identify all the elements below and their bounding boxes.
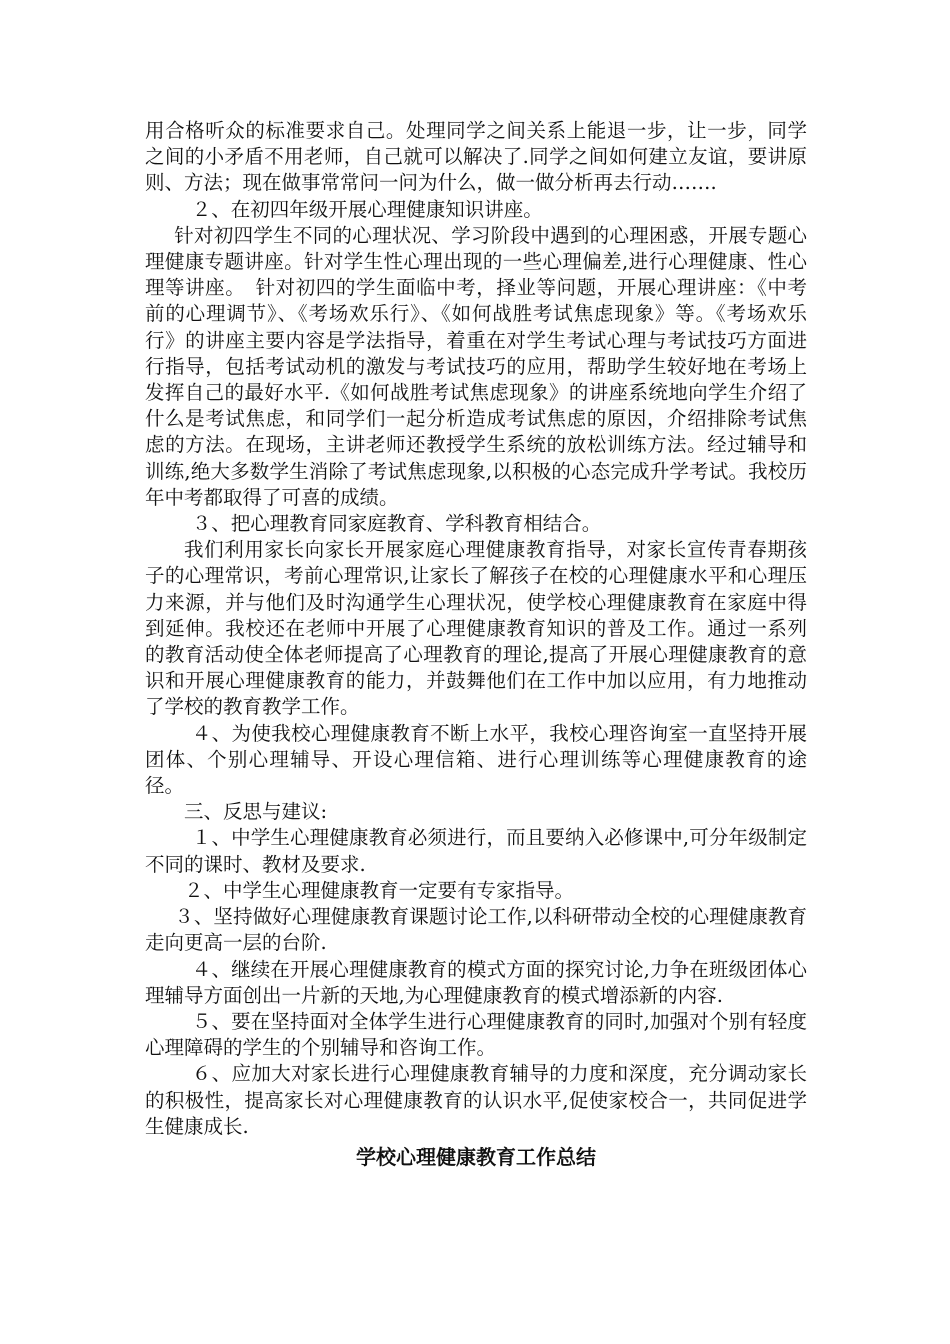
document-title: 学校心理健康教育工作总结 (356, 1144, 596, 1169)
paragraph-item-2-body: 针对初四学生不同的心理状况、学习阶段中遇到的心理困惑，开展专题心理健康专题讲座。针对学生性心理出现的一些心理偏差,进行心理健康、性心理等讲座。 针对初四的学生面临中考，择业等问题，开展心理讲座：《中考前的心理调节》、《考场欢乐行》、《如何战胜考试焦虑现象》等。《考场欢乐行》的讲座主要内容是学法指导，着重在对学生考试心理与考试技巧方面进行指导，包括考试动机的激发与考试技巧的应用，帮助学生较好地在考场上发挥自己的最好水平.《如何战胜考试焦虑现象》的讲座系统地向学生介绍了什么是考试焦虑，和同学们一起分析造成考试焦虑的原因，介绍排除考试焦虑的方法。在现场，主讲老师还教授学生系统的放松训练方法。经过辅导和训练,绝大多数学生消除了考试焦虑现象,以积极的心态完成升学考试。我校历年中考都取得了可喜的成绩。 (145, 223, 807, 509)
paragraph-continuation: 用合格听众的标准要求自己。处理同学之间关系上能退一步，让一步，同学之间的小矛盾不用老师，自己就可以解决了.同学之间如何建立友谊，要讲原则、方法；现在做事常常问一问为什么，做一做分析再去行动……. (145, 119, 807, 195)
section-heading-reflection: 三、反思与建议: (184, 800, 328, 824)
suggestion-item-2: ２、中学生心理健康教育一定要有专家指导。 (184, 878, 575, 902)
suggestion-item-5: ５、要在坚持面对全体学生进行心理健康教育的同时,加强对个别有轻度心理障碍的学生的个别辅导和咨询工作。 (145, 1009, 807, 1060)
suggestion-item-1: １、中学生心理健康教育必须进行，而且要纳入必修课中,可分年级制定不同的课时、教材及要求. (145, 826, 807, 876)
paragraph-item-2-heading: ２、在初四年级开展心理健康知识讲座。 (191, 197, 543, 221)
paragraph-item-3-body: 我们利用家长向家长开展家庭心理健康教育指导，对家长宣传青春期孩子的心理常识，考前心理常识,让家长了解孩子在校的心理健康水平和心理压力来源，并与他们及时沟通学生心理状况，使学校心理健康教育在家庭中得到延伸。我校还在老师中开展了心理健康教育知识的普及工作。通过一系列的教育活动使全体老师提高了心理教育的理论,提高了开展心理健康教育的意识和开展心理健康教育的能力，并鼓舞他们在工作中加以应用，有力地推动了学校的教育教学工作。 (145, 538, 807, 719)
document-page (145, 118, 807, 1174)
paragraph-item-4: ４、为使我校心理健康教育不断上水平，我校心理咨询室一直坚持开展团体、个别心理辅导、开设心理信箱、进行心理训练等心理健康教育的途径。 (145, 721, 807, 798)
suggestion-item-6: ６、应加大对家长进行心理健康教育辅导的力度和深度，充分调动家长的积极性，提高家长对心理健康教育的认识水平,促使家校合一，共同促进学生健康成长. (145, 1062, 807, 1138)
paragraph-item-3-heading: ３、把心理教育同家庭教育、学科教育相结合。 (191, 512, 602, 536)
suggestion-item-4: ４、继续在开展心理健康教育的模式方面的探究讨论,力争在班级团体心理辅导方面创出一片新的天地,为心理健康教育的模式增添新的内容. (145, 957, 807, 1007)
suggestion-item-3: ３、坚持做好心理健康教育课题讨论工作,以科研带动全校的心理健康教育走向更高一层的台阶. (145, 905, 807, 955)
